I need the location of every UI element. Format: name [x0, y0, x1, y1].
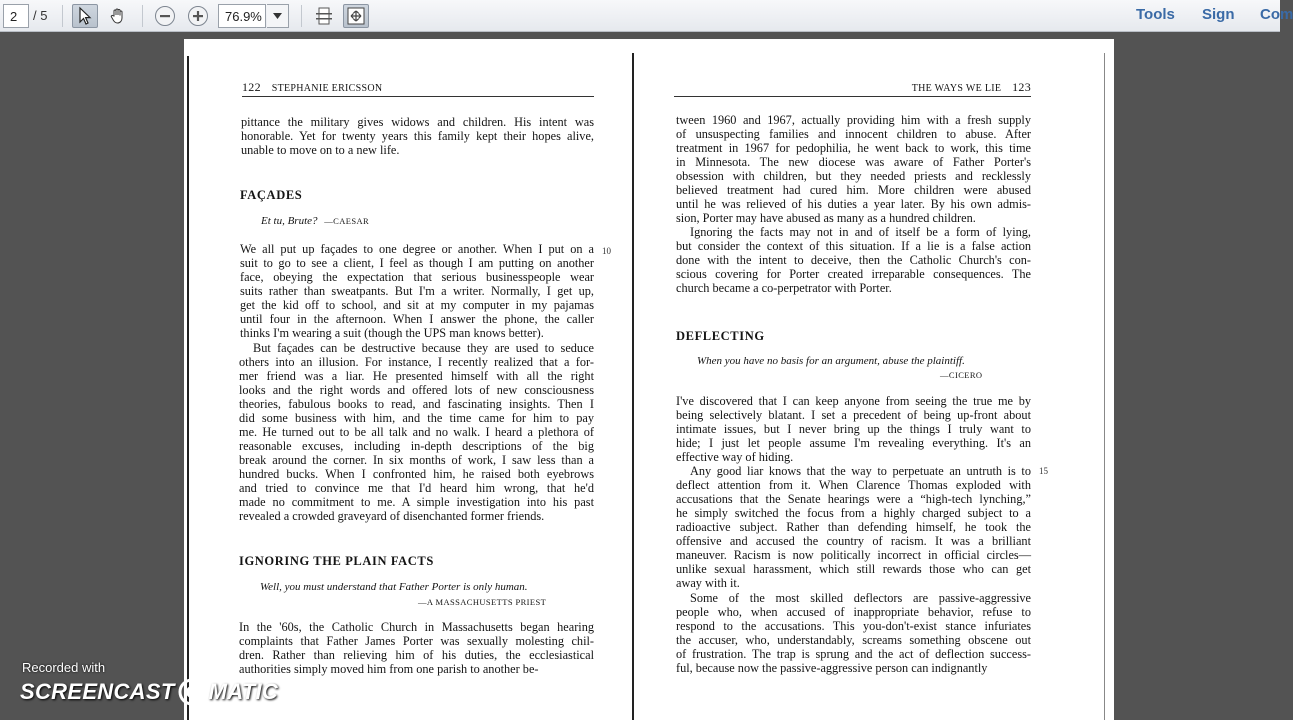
- toolbar-divider: [62, 5, 63, 27]
- text-line: of frustration. The trap is sprung and the act of deflection success-: [676, 647, 1031, 661]
- epigraph-text: When you have no basis for an argument, abuse the plaintiff.: [697, 355, 965, 367]
- hand-tool-button[interactable]: [105, 4, 131, 28]
- text-line: people who, when accused of inappropriate behavior, refuse to: [676, 605, 1031, 619]
- chevron-down-icon: [273, 13, 282, 19]
- toolbar: [0, 0, 1293, 32]
- text-line: made no commitment to me. A simple investigation into his past: [239, 495, 594, 509]
- text-line: get the kid off to school, and sit at my computer in my pajamas: [240, 298, 594, 312]
- text-line: until four in the afternoon. When I answer the phone, the caller: [240, 312, 594, 326]
- text-line: me. He turned out to be all talk and no walk. I heard a plethora of: [239, 425, 594, 439]
- text-line: Some of the most skilled deflectors are passive-aggressive: [690, 591, 1031, 605]
- epigraph: [261, 215, 369, 227]
- watermark-brand-left: SCREENCAST: [20, 679, 175, 704]
- text-line: We all put up façades to one degree or another. When I put on a: [240, 242, 594, 256]
- section-heading: IGNORING THE PLAIN FACTS: [239, 554, 434, 568]
- text-line: Any good liar knows that the way to perpetuate an untruth is to: [690, 464, 1031, 478]
- page-number: 123: [1012, 80, 1031, 94]
- text-line: respond to the accusations. This you-don't-exist stance infuriates: [676, 619, 1031, 633]
- fit-width-button[interactable]: [343, 4, 369, 28]
- text-line: ful, because now the passive-aggressive person can indignantly: [676, 661, 988, 675]
- watermark-logo: [20, 676, 278, 708]
- text-line: and tried to convince me that I'd heard him wrong, that he'd: [239, 481, 594, 495]
- text-line: believed treatment had cured him. More children were abused: [676, 183, 1031, 197]
- text-line: reasonable excuses, including in-depth descriptions of the big: [239, 439, 594, 453]
- text-line: In the '60s, the Catholic Church in Massachusetts began hearing: [239, 620, 594, 634]
- text-line: deflect attention from it. When Clarence Thomas exploded with: [676, 478, 1031, 492]
- text-line: revealed a crowded graveyard of disenchanted former friends.: [239, 509, 545, 523]
- running-head-title: THE WAYS WE LIE: [911, 83, 1002, 94]
- text-line: dren. Rather than relieving him of his duties, the ecclesiastical: [239, 648, 594, 662]
- text-line: scious covering for Porter created irreparable consequences. The: [676, 267, 1031, 281]
- zoom-level-input[interactable]: [218, 4, 266, 28]
- text-line: theories, fabulous books to read, and fascinating insights. Then I: [239, 397, 594, 411]
- record-button-icon: [178, 678, 206, 706]
- select-tool-icon: [77, 7, 93, 25]
- text-line: intimate issues, but I never bring up the things I truly want to: [676, 422, 1031, 436]
- zoom-out-button[interactable]: [152, 4, 178, 28]
- text-line: I've discovered that I can keep anyone from seeing the true me by: [676, 394, 1031, 408]
- margin-line-number: 10: [602, 246, 611, 256]
- text-line: hide; I just let people assume I'm revealing everything. It's an: [676, 436, 1031, 450]
- text-line: honorable. Yet for twenty years this family kept their hopes alive,: [241, 129, 594, 143]
- select-tool-button[interactable]: [72, 4, 98, 28]
- running-head-title: STEPHANIE ERICSSON: [271, 83, 383, 94]
- text-line: suits rather than sweatpants. But I'm a writer. Normally, I get up,: [240, 284, 594, 298]
- section-heading: DEFLECTING: [676, 329, 765, 343]
- text-line: treatment in 1967 for pedophilia, he went back to work, this time: [676, 141, 1031, 155]
- text-line: complaints that Father James Porter was sexually molesting chil-: [239, 634, 594, 648]
- text-line: suit to go to see a client, I feel as though I am putting on another: [240, 256, 594, 270]
- text-line: in Minnesota. The new diocese was aware of Father Porter's: [676, 155, 1031, 169]
- text-line: being selectively blatant. I set a precedent of being up-front about: [676, 408, 1031, 422]
- text-line: radioactive subject. Rather than defending himself, he took the: [676, 520, 1031, 534]
- document-viewport[interactable]: [184, 39, 1114, 720]
- section-heading: FAÇADES: [240, 188, 303, 202]
- watermark-brand-right: MATIC: [208, 679, 279, 704]
- text-line: tween 1960 and 1967, actually providing him with a fresh supply: [676, 113, 1031, 127]
- fit-width-icon: [346, 6, 366, 26]
- page-number: 122: [242, 80, 261, 94]
- zoom-in-button[interactable]: [185, 4, 211, 28]
- running-head-left: [242, 80, 594, 97]
- text-line: others into an illusion. For instance, I recently realized that a for-: [239, 355, 594, 369]
- right-page: [634, 39, 1114, 720]
- text-line: authorities simply moved him from one parish to another be-: [239, 662, 539, 676]
- fit-page-button[interactable]: [311, 4, 337, 28]
- text-line: unable to move on to a new life.: [241, 143, 400, 157]
- zoom-out-icon: [154, 5, 176, 27]
- text-line: accusations that the Senate hearings were a “high-tech lynching,”: [676, 492, 1031, 506]
- text-line: unlike sexual harassment, which still rewards those who can get: [676, 562, 1031, 576]
- comment-menu[interactable]: Com: [1260, 6, 1293, 23]
- text-line: did some business with him, and the time came for him to pay: [239, 411, 594, 425]
- fit-page-icon: [315, 6, 333, 26]
- toolbar-divider: [301, 5, 302, 27]
- text-line: he simply switched the focus from a highly charged subject to a: [676, 506, 1031, 520]
- text-line: break around the corner. In six months of work, I saw less than a: [239, 453, 594, 467]
- text-line: effective way of hiding.: [676, 450, 794, 464]
- epigraph-attribution: —CAESAR: [324, 216, 370, 226]
- epigraph-text: Well, you must understand that Father Porter is only human.: [260, 581, 528, 593]
- tools-menu[interactable]: Tools: [1136, 6, 1175, 23]
- epigraph-attribution: —A MASSACHUSETTS PRIEST: [418, 597, 547, 607]
- text-line: sion, Porter may have abused as many as a hundred children.: [676, 211, 976, 225]
- text-line: obsession with children, but they needed priests and recklessly: [676, 169, 1031, 183]
- text-line: hundred bucks. When I confronted him, he raised both eyebrows: [239, 467, 594, 481]
- text-line: thinks I'm wearing a suit (though the UPS man knows better).: [240, 326, 544, 340]
- zoom-in-icon: [187, 5, 209, 27]
- text-line: away with it.: [676, 576, 740, 590]
- left-page: [184, 39, 634, 720]
- text-line: offensive and accused the country of racism. It was a brilliant: [676, 534, 1031, 548]
- text-line: maneuver. Racism is now politically incorrect in official circles—: [676, 548, 1031, 562]
- text-line: mer friend was a liar. He presented himself with all the right: [239, 369, 594, 383]
- text-line: done with the intent to deceive, then the Catholic Church's con-: [676, 253, 1031, 267]
- epigraph-text: Et tu, Brute?: [261, 215, 318, 227]
- text-line: pittance the military gives widows and children. His intent was: [241, 115, 594, 129]
- zoom-dropdown-button[interactable]: [267, 4, 289, 28]
- text-line: Ignoring the facts may not in and of itself be a form of lying,: [690, 225, 1031, 239]
- margin-line-number: 15: [1039, 466, 1048, 476]
- text-line: of unsuspecting families and innocent children to abuse. After: [676, 127, 1031, 141]
- page-total: / 5: [33, 8, 48, 23]
- text-line: face, obeying the expectation that serious businesspeople wear: [240, 270, 594, 284]
- text-line: the accuser, who, understandably, screams something obscene out: [676, 633, 1031, 647]
- sign-menu[interactable]: Sign: [1202, 6, 1235, 23]
- text-line: looks and the right words and offered lots of new consciousness: [239, 383, 594, 397]
- running-head-right: [674, 80, 1031, 97]
- text-line: but consider the context of this situation. If a lie is a false action: [676, 239, 1031, 253]
- text-line: until he was relieved of his duties a year later. By his own admis-: [676, 197, 1031, 211]
- watermark-caption: Recorded with: [22, 660, 106, 675]
- page-number-input[interactable]: [3, 4, 29, 28]
- hand-tool-icon: [109, 7, 127, 25]
- text-line: church became a co-perpetrator with Porter.: [676, 281, 892, 295]
- toolbar-divider: [142, 5, 143, 27]
- epigraph-attribution: —CICERO: [940, 370, 983, 380]
- text-line: But façades can be destructive because they are used to seduce: [253, 341, 594, 355]
